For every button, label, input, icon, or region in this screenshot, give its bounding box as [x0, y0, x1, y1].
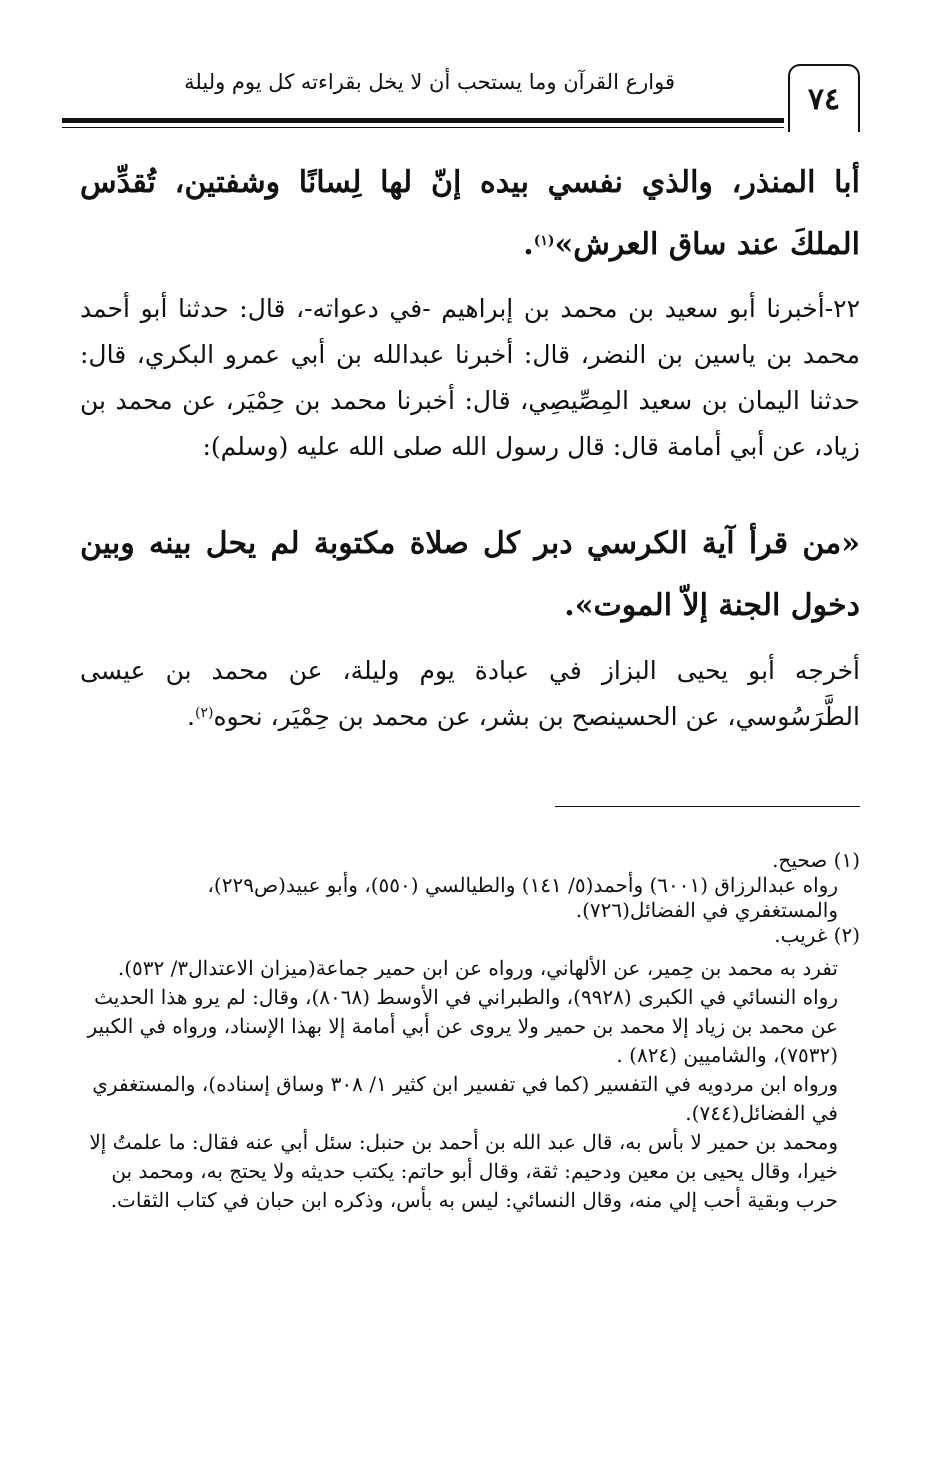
footnote-2-head: (٢) غريب. — [774, 923, 860, 947]
hadith-continuation-text: أبا المنذر، والذي نفسي بيده إنّ لها لِسانًا وشفتين، تُقدِّس الملكَ عند ساق العرش» — [80, 165, 860, 262]
running-title: قوارع القرآن وما يستحب أن لا يخل بقراءته كل يوم وليلة — [184, 70, 675, 94]
hadith-continuation-end: . — [523, 227, 534, 262]
footnote-marker-1: (١) — [533, 233, 555, 249]
footnote-1-line: والمستغفري في الفضائل(٧٢٦). — [575, 898, 838, 922]
footnote-2-line: تفرد به محمد بن حِمير، عن الألهاني، ورواه عن ابن حمير جماعة(ميزان الاعتدال٣/ ٥٣٢). — [117, 956, 838, 980]
footnote-marker-2: (٢) — [194, 705, 214, 721]
footnotes — [70, 848, 860, 1215]
hadith-text: «من قرأ آية الكرسي دبر كل صلاة مكتوبة لم يحل بينه وبين دخول الجنة إلاّ الموت». — [80, 526, 860, 623]
takhrij-paragraph — [80, 648, 860, 740]
header-rule-thin — [62, 127, 784, 128]
page-number: ٧٤ — [788, 64, 860, 132]
footnote-separator — [555, 806, 860, 807]
header-rule — [62, 118, 784, 123]
isnad-paragraph: ٢٢-أخبرنا أبو سعيد بن محمد بن إبراهيم -في دعواته-، قال: حدثنا أبو أحمد محمد بن ياسين بن النضر، قال: أخبرنا عبدالله بن أبي عمرو البكري، قال: حدثنا اليمان بن سعيد المِصِّيصِي، قال: أخبرنا محمد بن حِمْيَر، عن محمد بن زياد، عن أبي أمامة قال: قال رسول الله صلى الله عليه (وسلم): — [80, 294, 860, 461]
hadith-continuation — [80, 152, 860, 276]
takhrij-text: أخرجه أبو يحيى البزاز في عبادة يوم وليلة، عن محمد بن عيسى الطَّرَسُوسي، عن الحسينصح بن بشر، عن محمد بن حِمْيَر، نحوه — [80, 656, 860, 731]
footnote-2-line: ومحمد بن حمير لا بأس به، قال عبد الله بن أحمد بن حنبل: سئل أبي عنه فقال: ما علمتُ إلا خيرا، وقال يحيى بن معين ودحيم: ثقة، وقال أبو حاتم: يكتب حديثه ولا يحتج به، ومحمد بن حرب وبقية أحب إلي منه، وقال النسائي: ليس به بأس، وذكره ابن حبان في كتاب الثقات. — [89, 1130, 838, 1212]
footnote-1-head: (١) صحيح. — [772, 848, 860, 872]
footnote-1-line: رواه عبدالرزاق (٦٠٠١) وأحمد(٥/ ١٤١) والطيالسي (٥٥٠)، وأبو عبيد(ص٢٢٩)، — [207, 873, 838, 897]
footnote-2-line: ورواه ابن مردويه في التفسير (كما في تفسير ابن كثير ١/ ٣٠٨ وساق إسناده)، والمستغفري في الفضائل(٧٤٤). — [92, 1072, 838, 1125]
takhrij-end: . — [187, 702, 195, 731]
footnote-2-line: رواه النسائي في الكبرى (٩٩٢٨)، والطبراني في الأوسط (٨٠٦٨)، وقال: لم يرو هذا الحديث عن محمد بن زياد إلا محمد بن حمير ولا يروى عن أبي أمامة إلا بهذا الإسناد، ورواه في الكبير (٧٥٣٢)، والشاميين (٨٢٤) . — [87, 985, 838, 1067]
